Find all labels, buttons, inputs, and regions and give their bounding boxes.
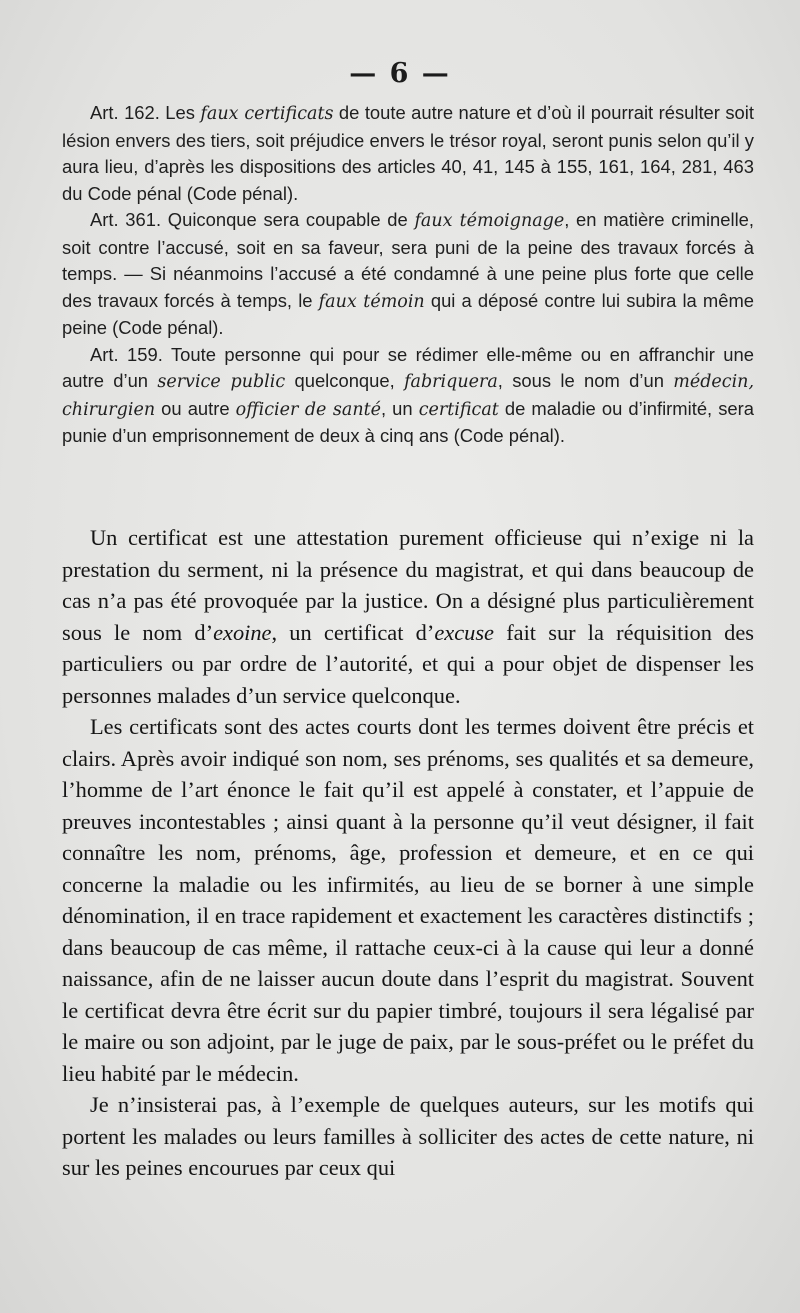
article-paragraph	[62, 207, 754, 342]
text-paragraph	[62, 1089, 754, 1184]
text-run: , sous le nom d’un	[497, 370, 674, 391]
article-paragraph	[62, 100, 754, 207]
body-text	[62, 522, 754, 1184]
text-run: ou autre	[155, 397, 236, 419]
article-paragraph	[62, 342, 754, 450]
text-run: Art. 159. Toute personne qui pour se rédimer elle-même ou en affranchir une autre d’un	[62, 343, 754, 391]
text-run: Je n’insisterai pas, à l’exemple de quelques auteurs, sur les motifs qui portent les malades ou leurs familles à solliciter des actes de cette nature, ni sur les peines encourues par ceux qui	[62, 1092, 754, 1180]
text-run: quelconque,	[285, 370, 405, 391]
text-run: , un	[381, 397, 419, 419]
text-run: , en matière criminelle, soit contre l’accusé, soit en sa faveur, sera puni de la peine des travaux forcés à temps. — Si néanmoins l’accusé a été condamné à une peine plus forte que celle des travaux forcés à temps, le	[62, 209, 754, 311]
text-run: de maladie ou d’infirmité, sera punie d’un emprisonnement de deux à cinq ans (Code pénal).	[62, 397, 754, 446]
italic-term: excuse	[434, 619, 494, 645]
text-run: Les certificats sont des actes courts dont les termes doivent être précis et clairs. Après avoir indiqué son nom, ses prénoms, ses qualités et sa demeure, l’homme de l’art énonce le fait qu’il est appelé à constater, et l’appuie de preuves incontestables ; ainsi quant à la personne qu’il veut désigner, il fait connaître les nom, prénoms, âge, profession et demeure, et en ce qui concerne la maladie ou les infirmités, au lieu de se borner à une simple dénomination, il en trace rapidement et exactement les caractères distinctifs ; dans beaucoup de cas même, il rattache ceux-ci à la cause qui leur a donné naissance, afin de ne laisser aucun doute dans l’esprit du magistrat. Souvent le certificat devra être écrit sur du papier timbré, toujours il sera légalisé par le maire ou son adjoint, par le juge de paix, par le sous-préfet ou le préfet du lieu habité par le médecin.	[62, 714, 754, 1086]
text-paragraph	[62, 711, 754, 1089]
italic-term: exoine	[213, 619, 272, 645]
text-run: qui a déposé contre lui subira la même peine (Code pénal).	[62, 289, 754, 338]
text-run: Un certificat est une attestation purement officieuse qui n’exige ni la prestation du serment, ni la présence du magistrat, et qui dans beaucoup de cas n’a pas été provoquée par la justice. On a désigné plus particulièrement sous le nom d’	[62, 525, 754, 645]
italic-term: faux témoignage	[414, 211, 565, 231]
text-run: de toute autre nature et d’où il pourrait résulter soit lésion envers des tiers, soit préjudice envers le trésor royal, seront punis selon qu’il y aura lieu, d’après les dispositions des articles 40, 41, 145 à 155, 161, 164, 281, 463 du Code pénal (Code pénal).	[62, 102, 754, 204]
italic-term: faux certificats	[200, 104, 334, 124]
text-run: , un certificat d’	[271, 619, 435, 645]
page-number: — 6 —	[349, 58, 451, 89]
italic-term: médecin, chirurgien	[62, 372, 755, 420]
italic-term: faux témoin	[318, 291, 425, 312]
italic-term: fabriquera	[404, 372, 498, 392]
italic-term: certificat	[418, 399, 499, 420]
italic-term: officier de santé	[235, 399, 381, 420]
text-run: Art. 162. Les	[90, 102, 201, 123]
legal-articles	[62, 100, 754, 450]
text-run: fait sur la réquisition des particuliers ou par ordre de l’autorité, et qui a pour objet de dispenser les personnes malades d’un service quelconque.	[62, 619, 754, 708]
italic-term: service public	[157, 372, 286, 392]
text-run: Art. 361. Quiconque sera coupable de	[90, 209, 415, 230]
text-paragraph	[62, 522, 754, 711]
